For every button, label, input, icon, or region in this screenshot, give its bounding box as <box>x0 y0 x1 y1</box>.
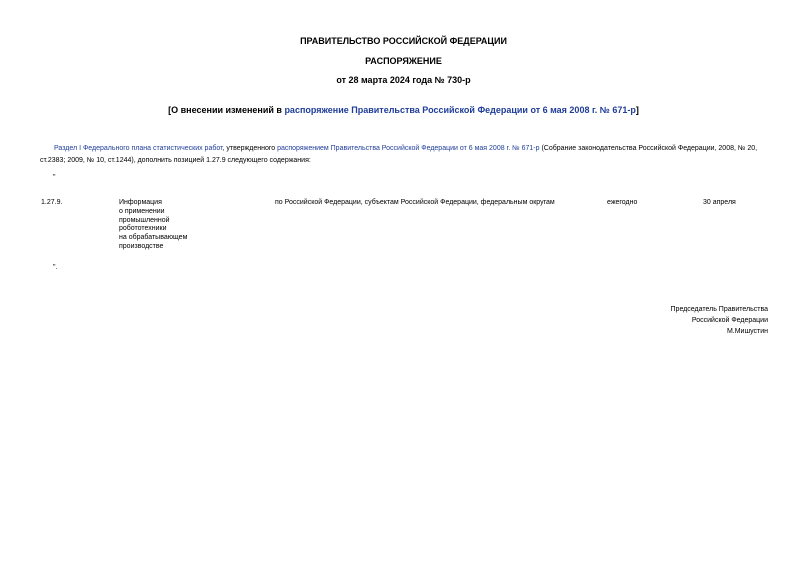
quote-open: " <box>53 174 56 181</box>
order-671-link[interactable]: распоряжением Правительства Российской Федерации от 6 мая 2008 г. № 671-р <box>277 145 540 152</box>
indicator-name-line: о применении <box>119 207 165 215</box>
signature-title-line2: Российской Федерации <box>691 317 768 324</box>
title-prefix: О внесении изменений в <box>171 105 285 115</box>
document-type: РАСПОРЯЖЕНИЕ <box>365 56 442 66</box>
indicator-name-line: робототехники <box>119 225 167 233</box>
indicator-name-line: на обрабатывающем <box>119 234 188 242</box>
document-title <box>0 105 807 115</box>
indicator-name-line: производстве <box>119 242 164 250</box>
body-text-1: , утвержденного <box>222 145 278 152</box>
body-paragraph <box>40 143 770 167</box>
deadline: 30 апреля <box>703 199 736 206</box>
title-amended-act-link[interactable]: распоряжение Правительства Российской Федерации от 6 мая 2008 г. № 671-р <box>284 105 636 115</box>
position-number: 1.27.9. <box>41 199 63 206</box>
title-open-bracket: [ <box>168 105 172 115</box>
federal-plan-link[interactable]: Раздел I Федерального плана статистических работ <box>54 145 223 152</box>
body-text-2: (Собрание законодательства Российской Федерации, 2008, № 20, ст.2383; 2009, № 10, ст.1244), дополнить позицией 1.27.9 следующего содержания: <box>40 145 758 164</box>
aggregation-level: по Российской Федерации, субъектам Российской Федерации, федеральным округам <box>275 199 555 206</box>
indicator-name-line: Информация <box>119 199 162 206</box>
signatory-name: М.Мишустин <box>726 328 768 335</box>
indicator-name <box>119 199 187 252</box>
signature-title-line1: Председатель Правительства <box>670 306 768 313</box>
quote-close: ". <box>53 264 58 271</box>
frequency: ежегодно <box>607 199 638 206</box>
title-close-bracket: ] <box>635 105 639 115</box>
government-header: ПРАВИТЕЛЬСТВО РОССИЙСКОЙ ФЕДЕРАЦИИ <box>300 36 507 46</box>
document-date-number: от 28 марта 2024 года № 730-р <box>336 75 471 85</box>
indicator-name-line: промышленной <box>119 216 170 224</box>
